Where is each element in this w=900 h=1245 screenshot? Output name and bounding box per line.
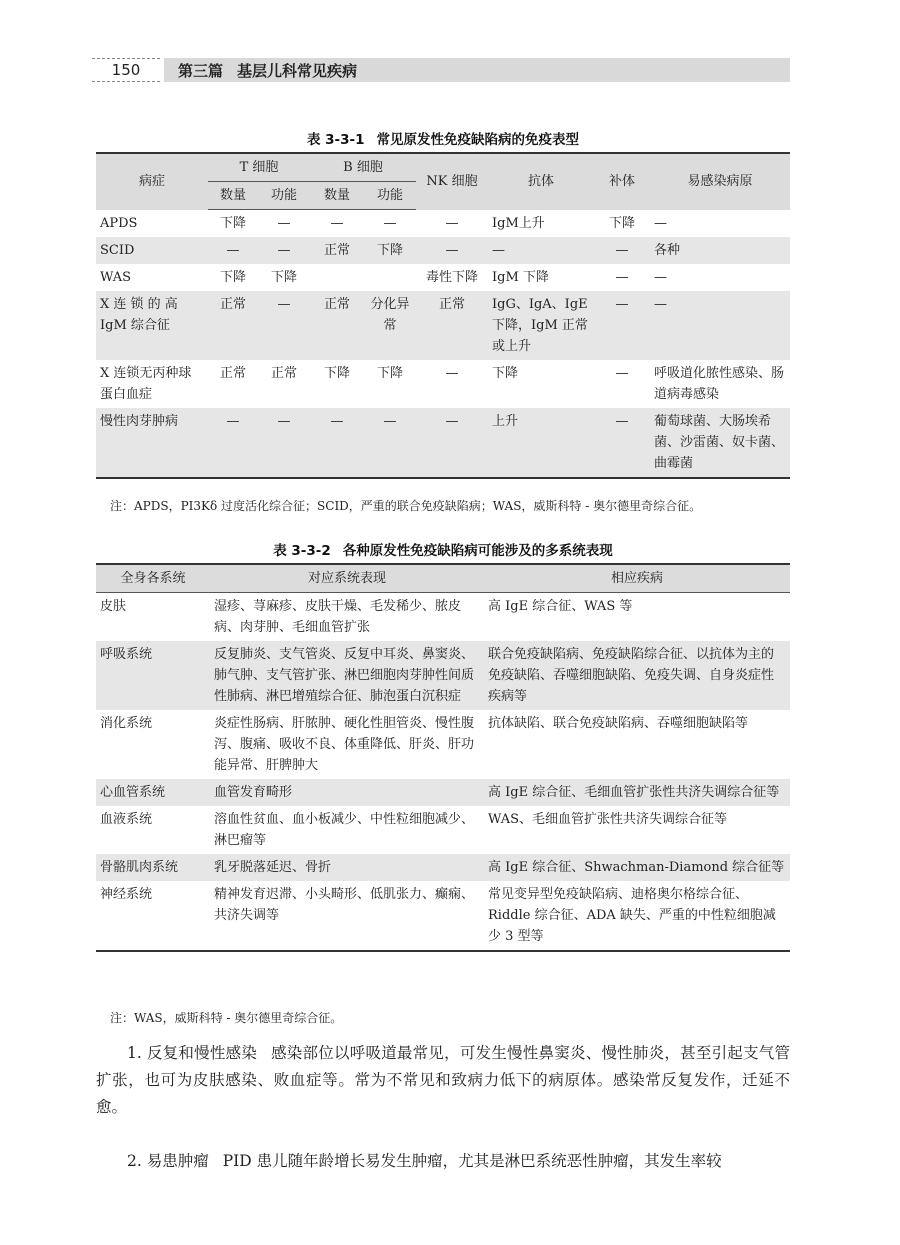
table-cell: —	[208, 408, 258, 478]
table-row	[96, 264, 790, 291]
table-cell: 分化异常	[364, 291, 416, 360]
table-cell: —	[277, 216, 291, 231]
table-row	[96, 779, 790, 806]
paragraph-2-text: PID 患儿随年龄增长易发生肿瘤，尤其是淋巴系统恶性肿瘤，其发生率较	[222, 1152, 722, 1170]
table-cell: 炎症性肠病、肝脓肿、硬化性胆管炎、慢性腹泻、腹痛、吸收不良、体重降低、肝炎、肝功能异常、肝脾肿大	[214, 716, 475, 773]
table-cell: 下降	[364, 237, 416, 264]
table2-caption	[96, 539, 790, 559]
table-row	[96, 210, 790, 238]
head-b-cell: B 细胞	[310, 153, 416, 182]
table-cell: IgM上升	[492, 215, 545, 231]
table2-note: 注：WAS，威斯科特 - 奥尔德里奇综合征。	[110, 1011, 343, 1025]
table-cell: 下降	[376, 366, 403, 381]
table-cell: 下降	[608, 215, 635, 231]
table-cell: 上升	[488, 408, 594, 478]
disease-cell: WAS	[100, 270, 132, 285]
table-row	[96, 360, 790, 408]
system-cell: 呼吸系统	[96, 641, 210, 710]
table-cell: —	[330, 216, 344, 231]
table-cell: IgG、IgA、IgE 下降，IgM 正常或上升	[488, 291, 594, 360]
running-title	[164, 58, 790, 82]
table-cell: WAS、毛细血管扩张性共济失调综合征等	[488, 812, 728, 827]
table-cell: 血管发育畸形	[210, 779, 484, 806]
table-cell: 下降	[323, 366, 350, 381]
table-cell: —	[654, 215, 667, 231]
table-cell: —	[615, 270, 629, 285]
chapter-title: 基层儿科常见疾病	[237, 61, 358, 80]
head-related-disease: 相应疾病	[484, 564, 790, 593]
table-cell: 毒性下降	[425, 270, 478, 285]
paragraph-1	[96, 1040, 790, 1121]
system-cell: 心血管系统	[96, 779, 210, 806]
part-label: 第三篇	[178, 61, 224, 80]
table-row	[96, 881, 790, 951]
table-cell	[364, 264, 416, 291]
table-cell: —	[258, 237, 310, 264]
table-cell: 湿疹、荨麻疹、皮肤干燥、毛发稀少、脓皮病、肉芽肿、毛细血管扩张	[214, 599, 462, 635]
table-cell: 下降	[219, 270, 246, 285]
disease-cell: 慢性肉芽肿病	[96, 408, 208, 478]
head-pathogen: 易感染病原	[650, 153, 790, 210]
head-disease: 病症	[96, 153, 208, 210]
immune-phenotype-table	[96, 152, 790, 479]
head-t-count: 数量	[208, 182, 258, 210]
disease-cell: X 连锁无丙种球蛋白血症	[100, 366, 192, 402]
table-cell: 正常	[270, 366, 297, 381]
table-cell: —	[594, 291, 650, 360]
table-row	[96, 291, 790, 360]
head-t-function: 功能	[258, 182, 310, 210]
system-cell: 神经系统	[100, 887, 153, 902]
table-cell: 乳牙脱落延迟、骨折	[210, 854, 484, 881]
table-cell: 高 IgE 综合征、毛细血管扩张性共济失调综合征等	[484, 779, 790, 806]
head-complement: 补体	[594, 153, 650, 210]
table-cell: —	[416, 237, 488, 264]
table-cell: 反复肺炎、支气管炎、反复中耳炎、鼻窦炎、肺气肿、支气管扩张、淋巴细胞肉芽肿性间质性肺病、淋巴增殖综合征、肺泡蛋白沉积症	[210, 641, 484, 710]
disease-cell: APDS	[100, 215, 138, 231]
table-cell: 抗体缺陷、联合免疫缺陷病、吞噬细胞缺陷等	[488, 716, 749, 731]
table-cell: —	[208, 237, 258, 264]
table1-caption	[96, 128, 790, 148]
table-cell: —	[650, 291, 790, 360]
multi-system-table	[96, 563, 790, 952]
table-row	[96, 593, 790, 642]
table-cell: —	[445, 215, 459, 231]
system-cell: 皮肤	[100, 599, 127, 614]
system-cell: 血液系统	[100, 812, 153, 827]
head-manifestation: 对应系统表现	[210, 564, 484, 593]
head-b-count: 数量	[310, 182, 364, 210]
table-cell: 葡萄球菌、大肠埃希菌、沙雷菌、奴卡菌、曲霉菌	[650, 408, 790, 478]
paragraph-2	[96, 1148, 790, 1175]
page-header	[92, 58, 790, 82]
table-cell: 各种	[650, 237, 790, 264]
table1-title: 常见原发性免疫缺陷病的免疫表型	[376, 132, 580, 148]
table-cell: 正常	[310, 237, 364, 264]
table-cell: 正常	[416, 291, 488, 360]
head-system: 全身各系统	[96, 564, 210, 593]
table-cell: —	[488, 237, 594, 264]
head-b-function: 功能	[364, 182, 416, 210]
table-row	[96, 710, 790, 779]
table-cell: —	[383, 216, 397, 231]
table-cell: —	[615, 366, 629, 381]
table-cell: 常见变异型免疫缺陷病、迪格奥尔格综合征、Riddle 综合征、ADA 缺失、严重的中性粒细胞减少 3 型等	[488, 887, 776, 944]
head-nk: NK 细胞	[416, 153, 488, 210]
table-cell: 正常	[208, 291, 258, 360]
table-cell: —	[416, 408, 488, 478]
table-cell: 高 IgE 综合征、Shwachman-Diamond 综合征等	[484, 854, 790, 881]
head-antibody: 抗体	[488, 153, 594, 210]
table-cell: 下降	[270, 270, 297, 285]
table-cell: —	[258, 291, 310, 360]
table-cell: 下降	[492, 366, 519, 381]
table-cell: 呼吸道化脓性感染、肠道病毒感染	[654, 366, 785, 402]
table2-body	[96, 593, 790, 952]
table-cell: 正常	[219, 366, 246, 381]
paragraph-1-text: 感染部位以呼吸道最常见，可发生慢性鼻窦炎、慢性肺炎，甚至引起支气管扩张，也可为皮肤感染、败血症等。常为不常见和致病力低下的病原体。感染常反复发作，迁延不愈。	[96, 1044, 790, 1116]
table-row	[96, 237, 790, 264]
system-cell: 骨骼肌肉系统	[96, 854, 210, 881]
head-t-cell: T 细胞	[208, 153, 310, 182]
table-cell: —	[594, 237, 650, 264]
table-row	[96, 641, 790, 710]
disease-cell: SCID	[96, 237, 208, 264]
table-cell: —	[310, 408, 364, 478]
paragraph-2-heading: 2. 易患肿瘤	[127, 1152, 209, 1170]
table-cell: —	[594, 408, 650, 478]
table-cell: 联合免疫缺陷病、免疫缺陷综合征、以抗体为主的免疫缺陷、吞噬细胞缺陷、免疫失调、自身炎症性疾病等	[484, 641, 790, 710]
disease-cell: X 连 锁 的 高 IgM 综合征	[96, 291, 208, 360]
page-number: 150	[92, 58, 160, 82]
table-row	[96, 408, 790, 478]
table-row	[96, 806, 790, 854]
system-cell: 消化系统	[100, 716, 153, 731]
table2-title: 各种原发性免疫缺陷病可能涉及的多系统表现	[342, 543, 613, 559]
table-cell: 溶血性贫血、血小板减少、中性粒细胞减少、淋巴瘤等	[214, 812, 475, 848]
table-cell: 下降	[219, 216, 246, 231]
table-cell: —	[654, 270, 667, 285]
table-cell: 高 IgE 综合征、WAS 等	[488, 599, 633, 614]
table1-body	[96, 210, 790, 479]
table1-note: 注：APDS，PI3Kδ 过度活化综合征；SCID，严重的联合免疫缺陷病；WAS，威斯科特 - 奥尔德里奇综合征。	[110, 499, 702, 513]
table-cell: 精神发育迟滞、小头畸形、低肌张力、癫痫、共济失调等	[214, 887, 475, 923]
table-cell: 正常	[310, 291, 364, 360]
table-cell: IgM 下降	[492, 270, 549, 285]
table-cell: —	[445, 366, 459, 381]
table-cell	[310, 264, 364, 291]
table2-number: 表 3-3-2	[273, 543, 331, 559]
table-row	[96, 854, 790, 881]
table-cell: —	[258, 408, 310, 478]
paragraph-1-heading: 1. 反复和慢性感染	[127, 1044, 258, 1062]
table-cell: —	[364, 408, 416, 478]
table1-number: 表 3-3-1	[306, 132, 365, 148]
